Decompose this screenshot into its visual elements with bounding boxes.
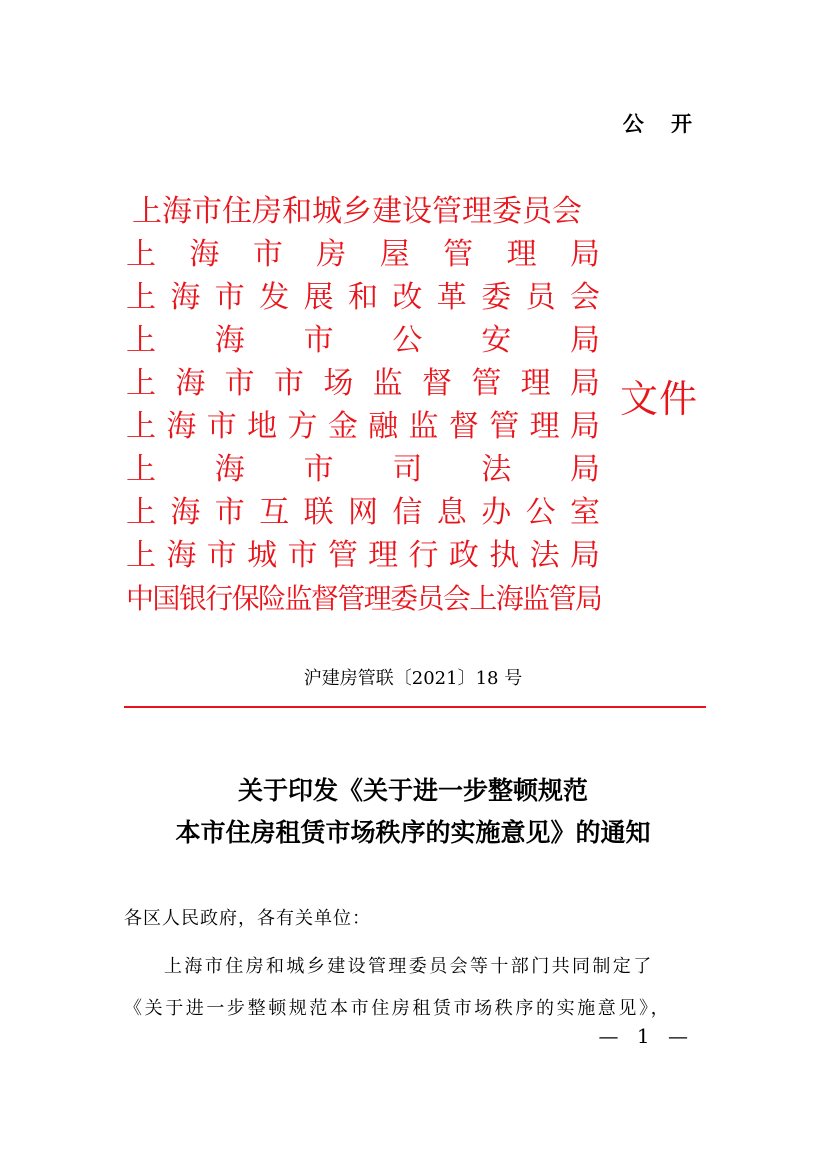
page-number: — 1 — xyxy=(598,1024,694,1048)
document-title xyxy=(0,770,826,854)
issuer-line: 上海市地方金融监督管理局 xyxy=(126,409,600,444)
issuer-line: 上海市住房和城乡建设管理委员会 xyxy=(132,194,582,229)
issuer-line: 中国银行保险监督管理委员会上海监管局 xyxy=(126,582,600,615)
body-text xyxy=(124,946,706,1030)
body-line: 《关于进一步整顿规范本市住房租赁市场秩序的实施意见》， xyxy=(124,998,672,1019)
document-label: 文件 xyxy=(620,377,699,421)
title-line: 本市住房租赁市场秩序的实施意见》的通知 xyxy=(175,818,651,847)
document-number: 沪建房管联〔2021〕18 号 xyxy=(303,668,523,689)
issuer-line: 上海市房屋管理局 xyxy=(126,237,600,272)
issuer-line: 上海市市场监督管理局 xyxy=(126,366,600,401)
issuer-line: 上海市城市管理行政执法局 xyxy=(126,538,600,573)
issuer-line: 上海市司法局 xyxy=(126,452,600,487)
issuer-line: 上海市互联网信息办公室 xyxy=(126,495,600,530)
issuing-authorities xyxy=(126,190,600,620)
body-line: 上海市住房和城乡建设管理委员会等十部门共同制定了 xyxy=(164,956,654,977)
classification-label: 公 开 xyxy=(622,112,702,136)
salutation: 各区人民政府，各有关单位： xyxy=(124,908,371,929)
issuer-line: 上海市发展和改革委员会 xyxy=(126,280,600,315)
title-line: 关于印发《关于进一步整顿规范 xyxy=(237,776,588,805)
header-divider xyxy=(124,706,706,708)
issuer-line: 上海市公安局 xyxy=(126,323,600,358)
